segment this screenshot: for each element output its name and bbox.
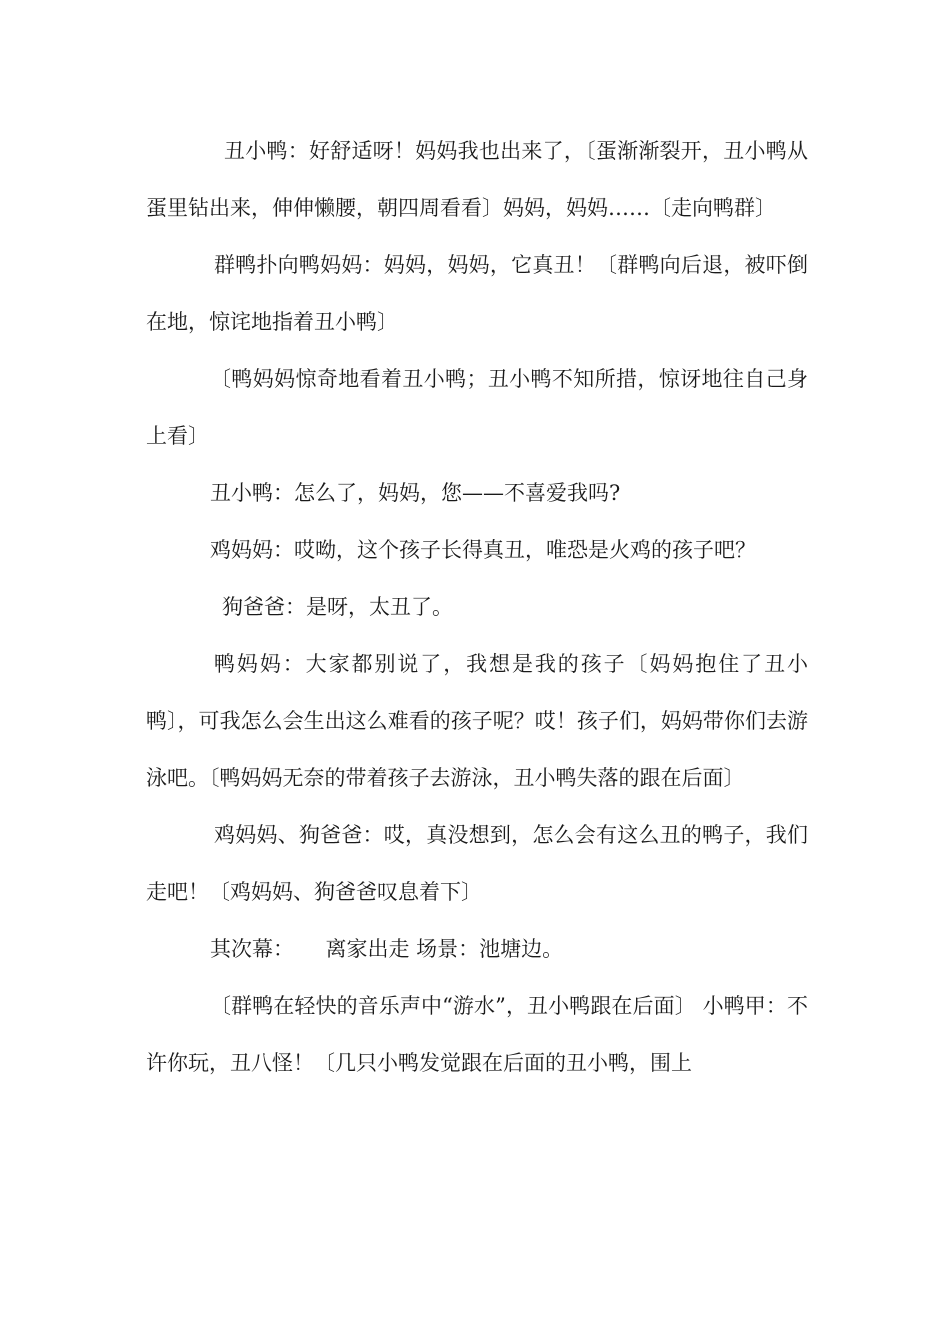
paragraph-8: 鸡妈妈、狗爸爸：哎，真没想到，怎么会有这么丑的鸭子，我们走吧！〔鸡妈妈、狗爸爸叹息着下〕 bbox=[146, 823, 808, 904]
paragraph-10: 〔群鸭在轻快的音乐声中“游水”，丑小鸭跟在后面〕 小鸭甲：不许你玩，丑八怪！〔几只小鸭发觉跟在后面的丑小鸭，围上 bbox=[146, 994, 808, 1075]
paragraph-2: 群鸭扑向鸭妈妈：妈妈，妈妈，它真丑！〔群鸭向后退，被吓倒在地，惊诧地指着丑小鸭〕 bbox=[146, 253, 808, 334]
paragraph-7: 鸭妈妈：大家都别说了，我想是我的孩子〔妈妈抱住了丑小鸭〕，可我怎么会生出这么难看的孩子呢？哎！孩子们，妈妈带你们去游泳吧。〔鸭妈妈无奈的带着孩子去游泳，丑小鸭失落的跟在后面〕 bbox=[146, 652, 808, 790]
paragraph-4: 丑小鸭：怎么了，妈妈，您——不喜爱我吗? bbox=[210, 481, 621, 505]
paragraph-1: 丑小鸭：好舒适呀！妈妈我也出来了，〔蛋渐渐裂开，丑小鸭从蛋里钻出来，伸伸懒腰，朝四周看看〕妈妈，妈妈……〔走向鸭群〕 bbox=[146, 139, 808, 220]
paragraph-5: 鸡妈妈：哎呦，这个孩子长得真丑，唯恐是火鸡的孩子吧？ bbox=[210, 538, 756, 562]
paragraph-3: 〔鸭妈妈惊奇地看着丑小鸭；丑小鸭不知所措，惊讶地往自己身上看〕 bbox=[146, 367, 808, 448]
paragraph-9: 其次幕： 离家出走 场景：池塘边。 bbox=[210, 937, 564, 961]
document-body bbox=[146, 123, 808, 1092]
paragraph-6: 狗爸爸：是呀，太丑了。 bbox=[222, 595, 453, 619]
